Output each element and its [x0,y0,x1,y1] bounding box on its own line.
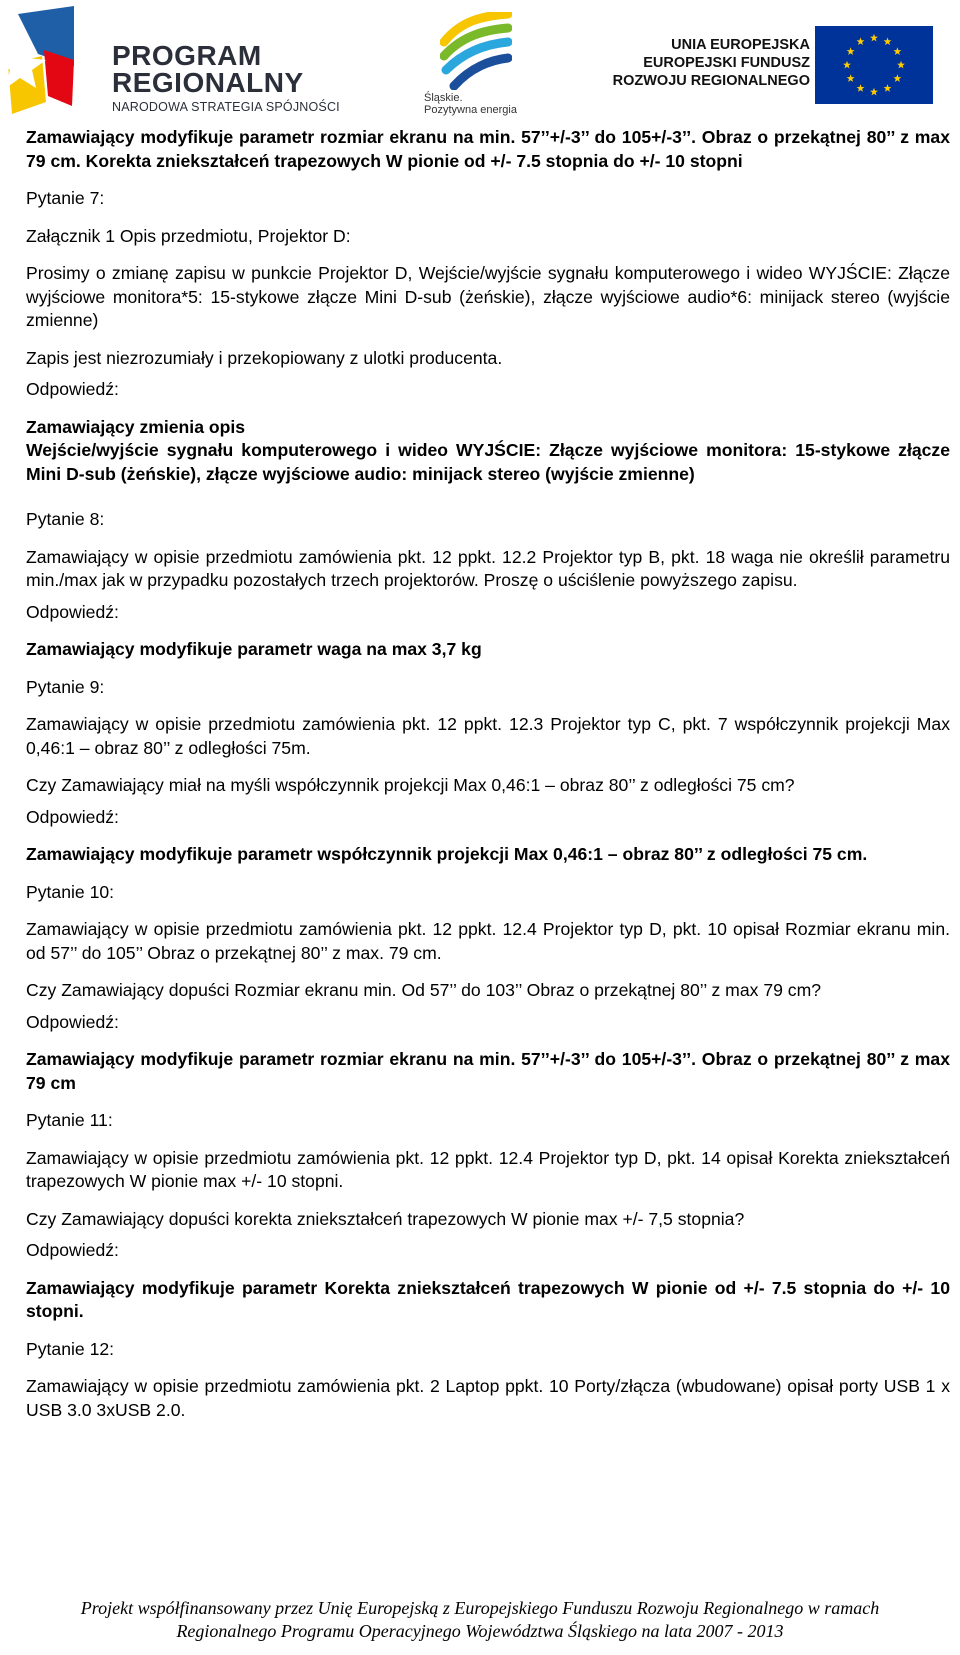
paragraph: Zamawiający modyfikuje parametr współczynnik projekcji Max 0,46:1 – obraz 80’’ z odległości 75 cm. [26,844,868,864]
paragraph: Zapis jest niezrozumiały i przekopiowany z ulotki producenta. [26,347,503,368]
paragraph: Pytanie 8: [26,509,105,529]
slaskie-wave-icon [440,12,512,90]
paragraph: Czy Zamawiający dopuści korekta zniekształceń trapezowych W pionie max +/- 7,5 stopnia? [26,1208,745,1229]
paragraph: Pytanie 7: [26,188,105,208]
footer-line1: Projekt współfinansowany przez Unię Europejską z Europejskiego Funduszu Rozwoju Regionalnego w ramach [80,1598,880,1618]
eu-fund-text [600,36,810,90]
program-logo-line1: PROGRAM [112,40,262,71]
paragraph: Czy Zamawiający dopuści Rozmiar ekranu min. Od 57’’ do 103’’ Obraz o przekątnej 80’’ z max 79 cm? [26,980,822,1000]
paragraph: Zamawiający modyfikuje parametr rozmiar ekranu na min. 57’’+/-3’’ do 105+/-3’’. Obraz o przekątnej 80’’ z max 79 cm [26,1049,950,1093]
eu-logo-line1: UNIA EUROPEJSKA [671,37,810,53]
program-regionalny-logo [8,6,348,114]
paragraph: Załącznik 1 Opis przedmiotu, Projektor D: [26,225,351,246]
document-body [26,126,950,1422]
paragraph: Zamawiający modyfikuje parametr rozmiar ekranu na min. 57’’+/-3’’ do 105+/-3’’. Obraz o przekątnej 80’’ z max 79 cm. Korekta zniekształceń trapezowych W pionie od +/- 7.5 stopnia do +/- 10 stopni [26,127,950,171]
paragraph: Zamawiający modyfikuje parametr waga na max 3,7 kg [26,639,482,659]
program-logo-text [112,42,340,114]
eu-logo-line3: ROZWOJU REGIONALNEGO [612,73,810,89]
paragraph: Pytanie 12: [26,1338,115,1359]
eu-logo-line2: EUROPEJSKI FUNDUSZ [643,55,810,71]
eu-flag-icon [815,26,933,104]
slaskie-logo-text [424,92,517,116]
paragraph: Zamawiający modyfikuje parametr Korekta zniekształceń trapezowych W pionie od +/- 7.5 stopnia do +/- 10 stopni. [26,1277,950,1321]
paragraph: Zamawiający w opisie przedmiotu zamówienia pkt. 2 Laptop ppkt. 10 Porty/złącza (wbudowane) opisał porty USB 1 x USB 3.0 3xUSB 2.0. [26,1376,950,1420]
slaskie-logo-line2: Pozytywna energia [424,104,517,116]
footer-line2: Regionalnego Programu Operacyjnego Województwa Śląskiego na lata 2007 - 2013 [176,1621,784,1641]
page-header [0,0,960,118]
paragraph: Pytanie 10: [26,881,115,902]
paragraph: Odpowiedź: [26,379,119,399]
paragraph: Zamawiający w opisie przedmiotu zamówienia pkt. 12 ppkt. 12.4 Projektor typ D, pkt. 14 opisał Korekta zniekształceń trapezowych W pionie max +/- 10 stopni. [26,1147,950,1191]
program-logo-line2: REGIONALNY [112,67,304,98]
slaskie-logo-line1: Śląskie. [424,92,463,104]
paragraph: Pytanie 9: [26,676,105,697]
program-logo-subtitle: NARODOWA STRATEGIA SPÓJNOŚCI [112,100,340,114]
paragraph: Zamawiający zmienia opis [26,416,246,437]
page-footer [0,1597,960,1643]
paragraph: Czy Zamawiający miał na myśli współczynnik projekcji Max 0,46:1 – obraz 80’’ z odległości 75 cm? [26,775,795,795]
paragraph: Prosimy o zmianę zapisu w punkcie Projektor D, Wejście/wyjście sygnału komputerowego i wideo WYJŚCIE: Złącze wyjściowe monitora*5: 15-stykowe złącze Mini D-sub (żeńskie), złącze wyjściowe audio*6: minijack stereo (wyjście zmienne) [26,263,950,330]
paragraph: Wejście/wyjście sygnału komputerowego i wideo WYJŚCIE: Złącze wyjściowe monitora: 15-stykowe złącze Mini D-sub (żeńskie), złącze wyjściowe audio: minijack stereo (wyjście zmienne) [26,440,950,484]
slaskie-logo [418,12,528,116]
paragraph: Odpowiedź: [26,1011,119,1032]
paragraph: Zamawiający w opisie przedmiotu zamówienia pkt. 12 ppkt. 12.4 Projektor typ D, pkt. 10 opisał Rozmiar ekranu min. od 57’’ do 105’’ Obraz o przekątnej 80’’ z max. 79 cm. [26,919,950,963]
star-icon [8,6,88,116]
paragraph: Odpowiedź: [26,806,119,827]
paragraph: Odpowiedź: [26,1240,119,1260]
paragraph: Zamawiający w opisie przedmiotu zamówienia pkt. 12 ppkt. 12.3 Projektor typ C, pkt. 7 współczynnik projekcji Max 0,46:1 – obraz 80’’ z odległości 75m. [26,714,950,758]
paragraph: Pytanie 11: [26,1110,113,1130]
paragraph: Zamawiający w opisie przedmiotu zamówienia pkt. 12 ppkt. 12.2 Projektor typ B, pkt. 18 waga nie określił parametru min./max jak w przypadku pozostałych trzech projektorów. Proszę o uściślenie powyższego zapisu. [26,546,950,590]
paragraph: Odpowiedź: [26,601,119,622]
